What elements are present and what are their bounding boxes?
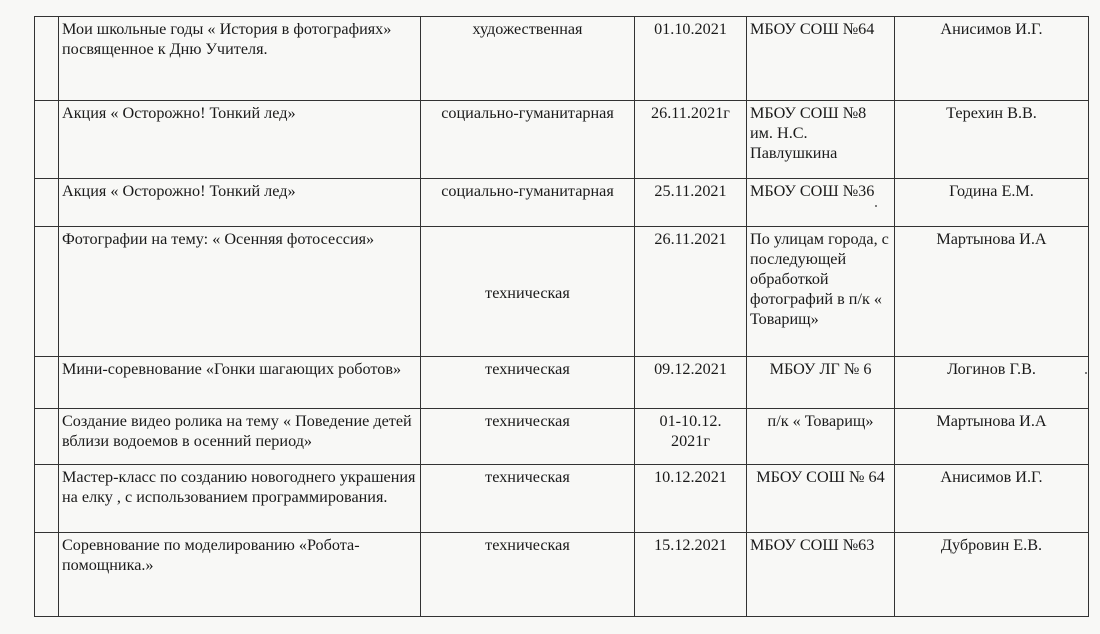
event-title: Фотографии на тему: « Осенняя фотосессия» — [59, 227, 421, 357]
event-person: Анисимов И.Г. — [895, 17, 1089, 101]
event-person: Мартынова И.А — [895, 409, 1089, 465]
event-place: По улицам города, с последующей обработкой фотографий в п/к « Товарищ» — [747, 227, 895, 357]
event-person: Терехин В.В. — [895, 101, 1089, 179]
scan-speck — [875, 205, 877, 207]
event-title: Мои школьные годы « История в фотографиях» посвященное к Дню Учителя. — [59, 17, 421, 101]
event-person: Година Е.М. — [895, 179, 1089, 227]
event-person: Дубровин Е.В. — [895, 533, 1089, 617]
row-number-cell — [35, 179, 59, 227]
event-date: 01-10.12. 2021г — [635, 409, 747, 465]
row-number-cell — [35, 533, 59, 617]
table-row — [35, 465, 1089, 533]
event-direction: художественная — [421, 17, 635, 101]
row-number-cell — [35, 17, 59, 101]
event-title: Акция « Осторожно! Тонкий лед» — [59, 101, 421, 179]
table-row — [35, 17, 1089, 101]
table-row — [35, 179, 1089, 227]
row-number-cell — [35, 227, 59, 357]
row-number-cell — [35, 357, 59, 409]
event-direction: техническая — [421, 533, 635, 617]
event-title: Мини-соревнование «Гонки шагающих роботов» — [59, 357, 421, 409]
table-row — [35, 227, 1089, 357]
event-date: 01.10.2021 — [635, 17, 747, 101]
event-place: МБОУ СОШ №63 — [747, 533, 895, 617]
event-place: МБОУ ЛГ № 6 — [747, 357, 895, 409]
scan-speck — [1085, 372, 1087, 374]
event-date: 09.12.2021 — [635, 357, 747, 409]
table-row — [35, 357, 1089, 409]
event-place: МБОУ СОШ № 64 — [747, 465, 895, 533]
event-person: Логинов Г.В. — [895, 357, 1089, 409]
row-number-cell — [35, 409, 59, 465]
row-number-cell — [35, 101, 59, 179]
event-date: 26.11.2021 — [635, 227, 747, 357]
event-date: 26.11.2021г — [635, 101, 747, 179]
event-person: Мартынова И.А — [895, 227, 1089, 357]
event-place: МБОУ СОШ №36 — [747, 179, 895, 227]
event-direction: техническая — [421, 409, 635, 465]
event-place: п/к « Товарищ» — [747, 409, 895, 465]
event-place: МБОУ СОШ №64 — [747, 17, 895, 101]
event-direction: техническая — [421, 465, 635, 533]
row-number-cell — [35, 465, 59, 533]
table-row — [35, 409, 1089, 465]
event-direction: социально-гуманитарная — [421, 101, 635, 179]
event-title: Акция « Осторожно! Тонкий лед» — [59, 179, 421, 227]
event-title: Создание видео ролика на тему « Поведение детей вблизи водоемов в осенний период» — [59, 409, 421, 465]
event-direction: социально-гуманитарная — [421, 179, 635, 227]
event-date: 25.11.2021 — [635, 179, 747, 227]
event-title: Соревнование по моделированию «Робота-помощника.» — [59, 533, 421, 617]
event-person: Анисимов И.Г. — [895, 465, 1089, 533]
table-row — [35, 101, 1089, 179]
event-direction: техническая — [421, 357, 635, 409]
event-direction: техническая — [421, 227, 635, 357]
event-place: МБОУ СОШ №8 им. Н.С. Павлушкина — [747, 101, 895, 179]
table-row — [35, 533, 1089, 617]
event-title: Мастер-класс по созданию новогоднего украшения на елку , с использованием программирования. — [59, 465, 421, 533]
event-date: 10.12.2021 — [635, 465, 747, 533]
event-date: 15.12.2021 — [635, 533, 747, 617]
events-table — [34, 16, 1089, 617]
